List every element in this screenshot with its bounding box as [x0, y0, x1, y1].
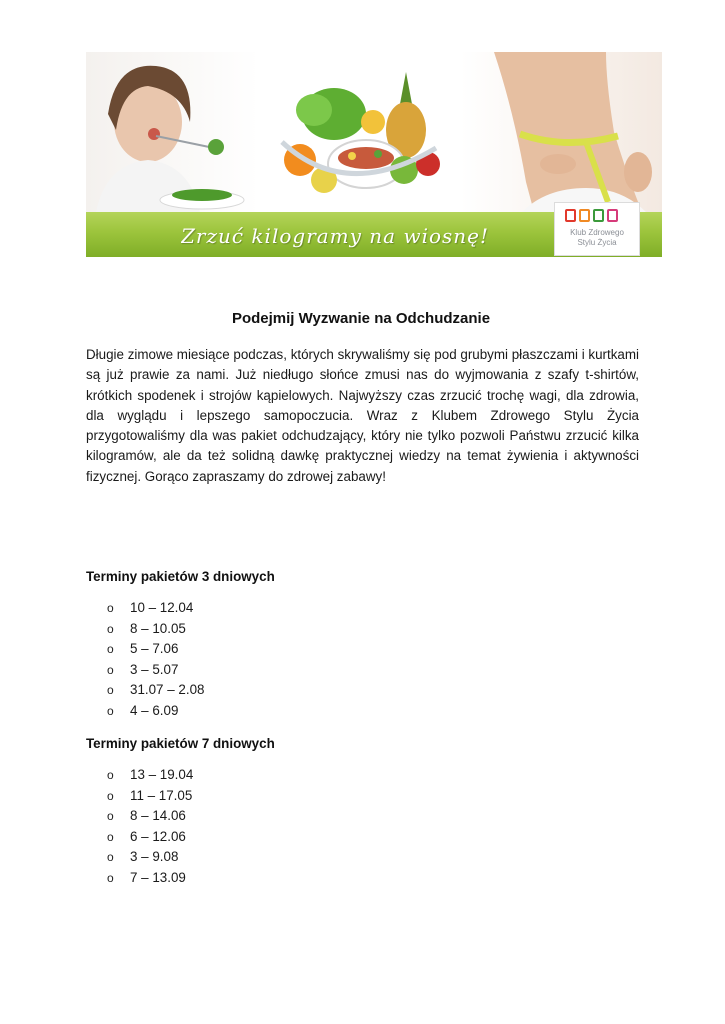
logo-icons: [565, 209, 621, 227]
logo-line-1: Klub Zdrowego: [570, 228, 624, 237]
list-3-day-dates: [107, 598, 204, 721]
logo-line-2: Stylu Życia: [577, 238, 617, 247]
list-item: [107, 619, 204, 640]
list-item: [107, 827, 193, 848]
apple-icon: [565, 209, 576, 222]
intro-paragraph: Długie zimowe miesiące podczas, których skrywaliśmy się pod grubymi płaszczami i kurtkami są już prawie za nami. Już niedługo słońce zmusi nas do wyjmowania z szafy t-shirtów, krótkich spodenek i strojów kąpielowych. Najwyższy czas zrzucić trochę wagi, dla zdrowia, dla wyglądu i lepszego samopoczucia. Wraz z Klubem Zdrowego Stylu Życia przygotowaliśmy dla was pakiet odchudzający, który nie tylko pozwoli Państwu zrzucić kilka kilogramów, ale da też solidną dawkę praktycznej wiedzy na temat żywienia i aktywności fizycznej. Gorąco zapraszamy do zdrowej zabawy!: [86, 347, 639, 484]
bullet-icon: o: [107, 642, 114, 656]
bullet-icon: o: [107, 703, 114, 718]
date-range: 31.07 – 2.08: [130, 682, 205, 697]
runner-icon: [579, 209, 590, 222]
bullet-icon: o: [107, 829, 114, 844]
document-title: Podejmij Wyzwanie na Odchudzanie: [231, 310, 491, 327]
header-banner: [86, 52, 662, 257]
bullet-icon: o: [107, 621, 114, 636]
bullet-icon: o: [107, 683, 114, 697]
bullet-icon: o: [107, 601, 114, 615]
list-item: [107, 765, 193, 786]
club-logo: [554, 202, 640, 256]
date-range: 8 – 10.05: [130, 620, 186, 636]
banner-photo: [86, 52, 662, 212]
banner-slogan: Zrzuć kilogramy na wiosnę!: [181, 224, 490, 248]
bullet-icon: o: [107, 850, 114, 864]
date-range: 5 – 7.06: [130, 641, 179, 656]
list-item: [107, 868, 193, 889]
date-range: 8 – 14.06: [130, 808, 186, 823]
list-item: [107, 806, 193, 827]
heart-icon: [607, 209, 618, 222]
list-item: [107, 598, 204, 619]
leaf-icon: [593, 209, 604, 222]
date-range: 13 – 19.04: [130, 767, 194, 782]
date-range: 7 – 13.09: [130, 869, 186, 885]
date-range: 4 – 6.09: [130, 702, 179, 718]
date-range: 11 – 17.05: [130, 787, 193, 803]
bullet-icon: o: [107, 870, 114, 885]
heading-7-day-packages: Terminy pakietów 7 dniowych: [86, 736, 275, 751]
list-item: [107, 701, 204, 722]
list-item: [107, 680, 204, 701]
list-item: [107, 847, 193, 868]
list-item: [107, 639, 204, 660]
banner-illustration: [86, 52, 662, 212]
bullet-icon: o: [107, 809, 114, 823]
list-item: [107, 660, 204, 681]
date-range: 6 – 12.06: [130, 828, 186, 844]
bullet-icon: o: [107, 788, 114, 803]
date-range: 10 – 12.04: [130, 600, 194, 615]
list-item: [107, 786, 193, 807]
bullet-icon: o: [107, 768, 114, 782]
date-range: 3 – 9.08: [130, 849, 179, 864]
list-7-day-dates: [107, 765, 193, 888]
bullet-icon: o: [107, 662, 114, 677]
heading-3-day-packages: Terminy pakietów 3 dniowych: [86, 569, 275, 584]
logo-text: [559, 228, 635, 248]
date-range: 3 – 5.07: [130, 661, 179, 677]
